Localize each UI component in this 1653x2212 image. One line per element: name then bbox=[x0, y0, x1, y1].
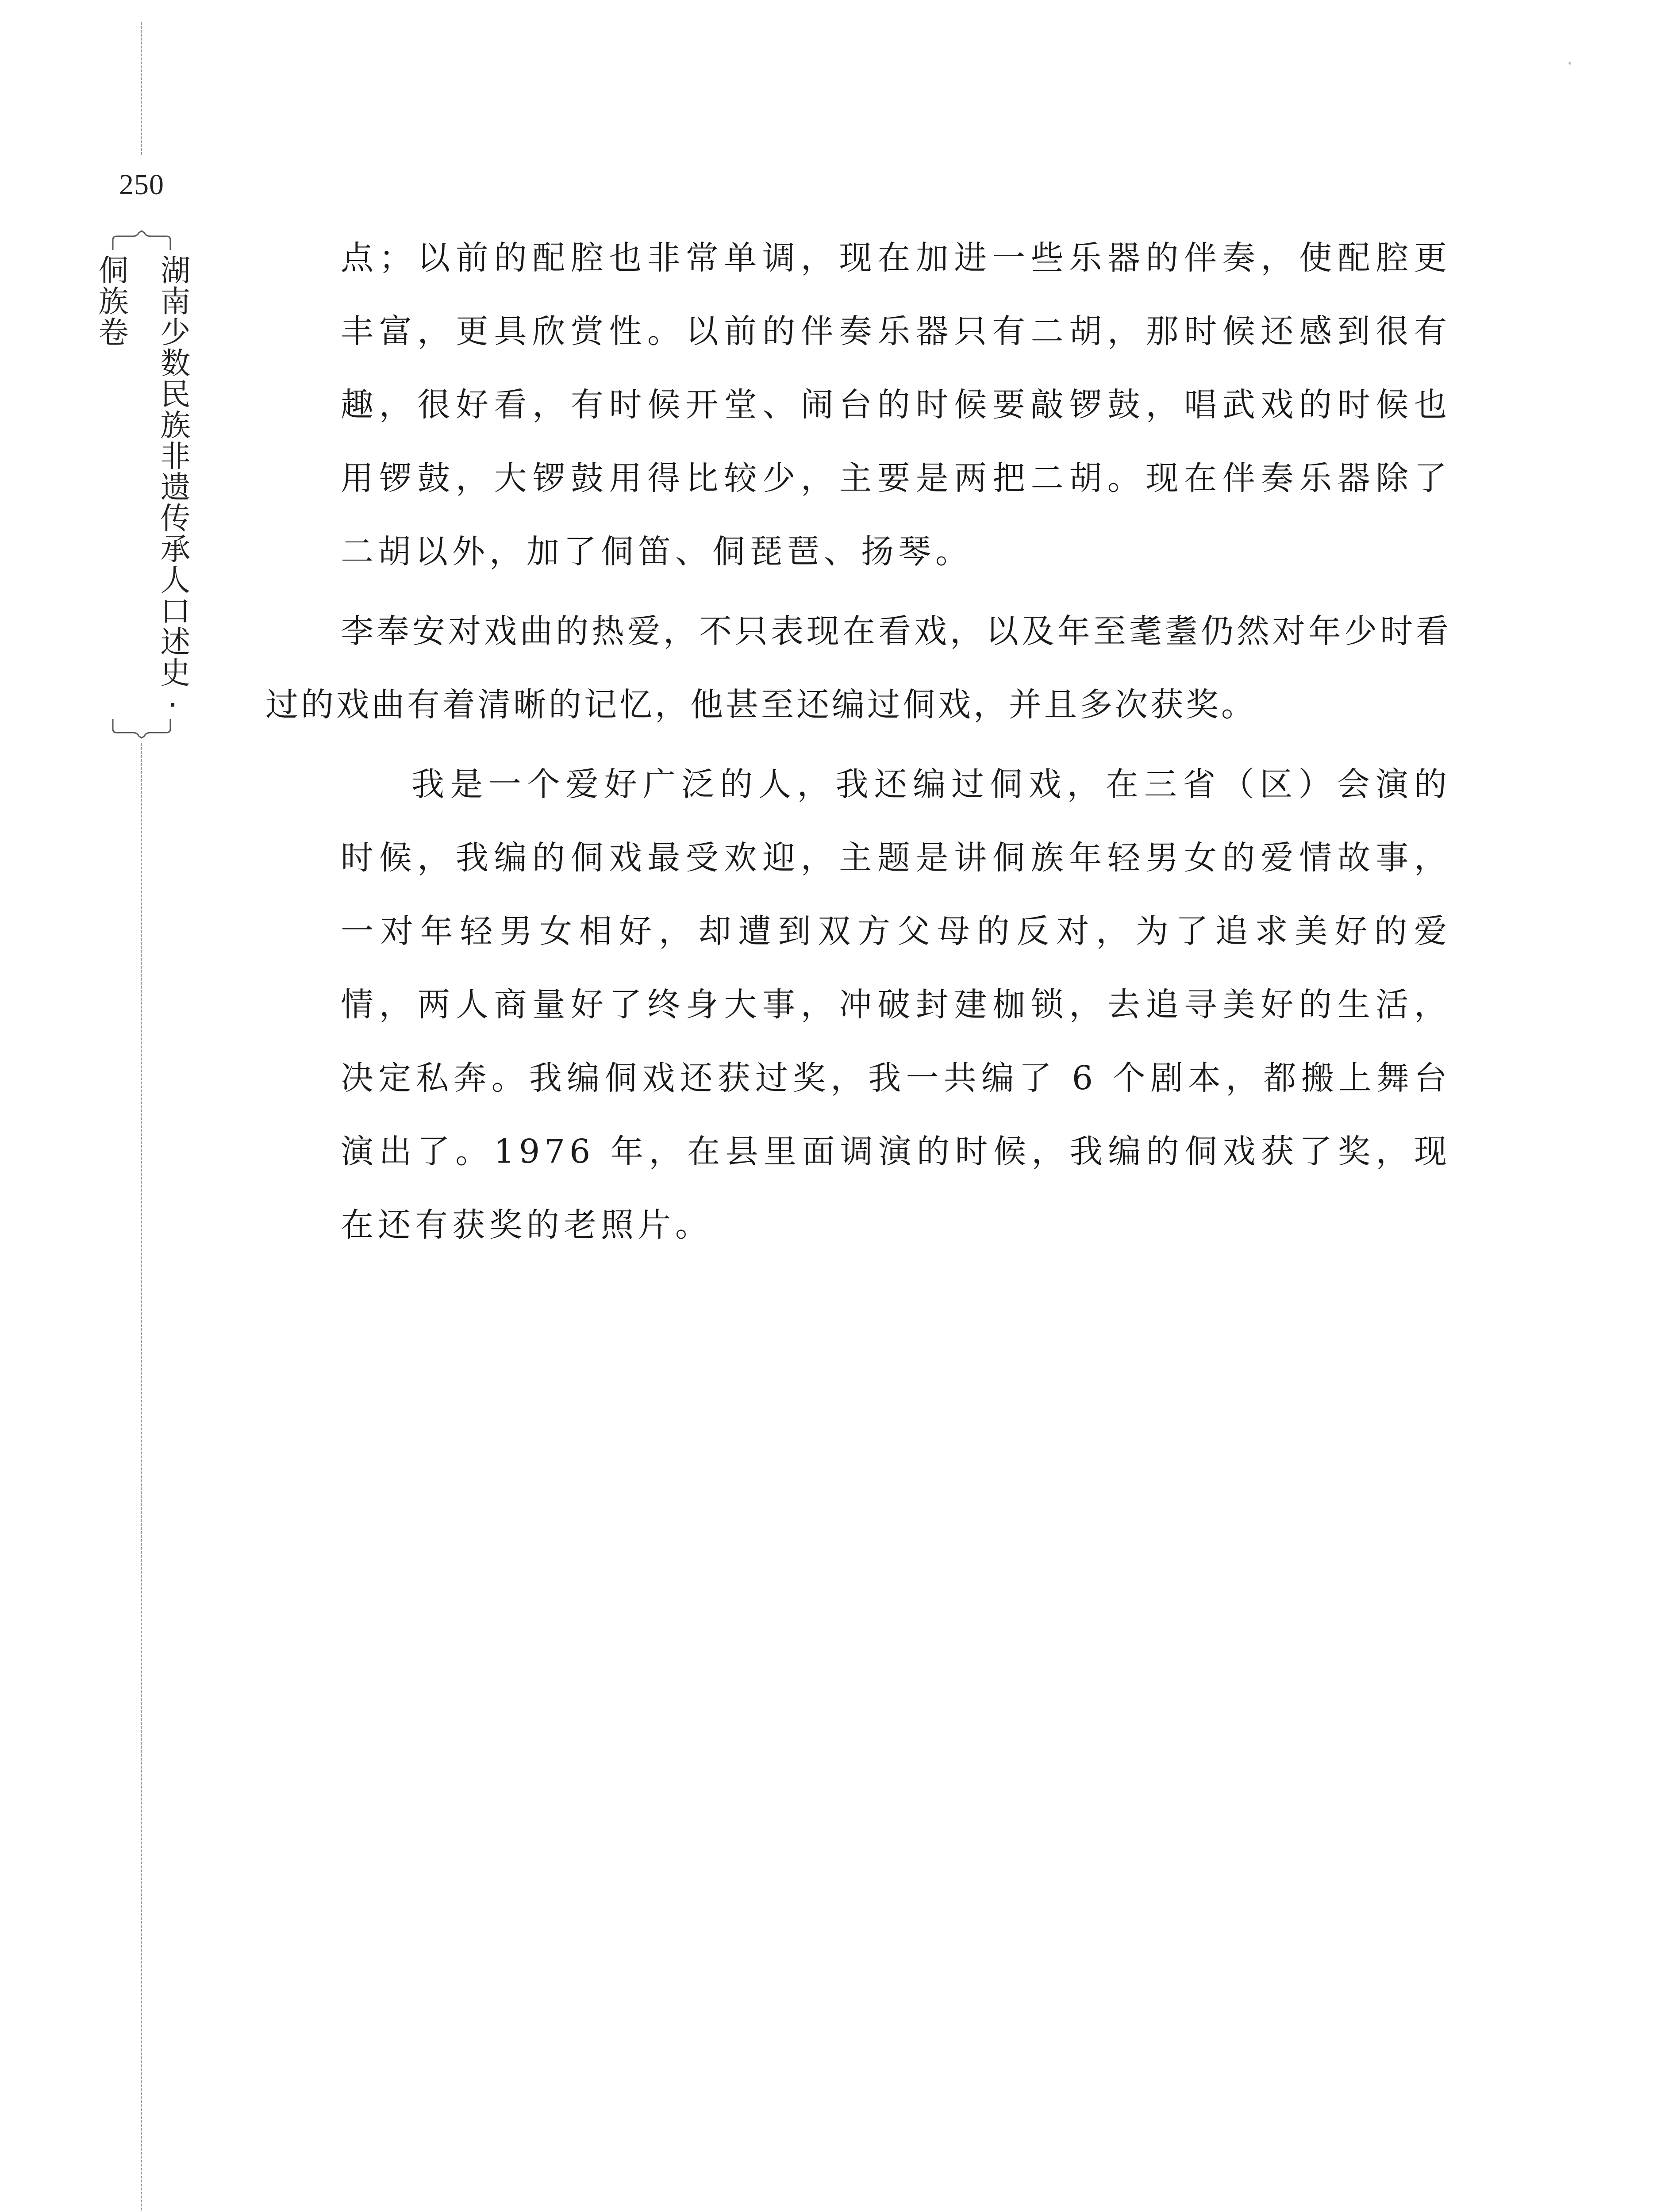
bracket-bottom-ornament bbox=[111, 717, 173, 739]
page-number: 250 bbox=[119, 169, 164, 201]
margin-dashed-line-top bbox=[141, 22, 142, 155]
quote-paragraph-1: 点；以前的配腔也非常单调，现在加进一些乐器的伴奏，使配腔更丰富，更具欣赏性。以前的伴奏乐器只有二胡，那时候还感到很有趣，很好看，有时候开堂、闹台的时候要敲锣鼓，唱武戏的时候也用锣鼓，大锣鼓用得比较少，主要是两把二胡。现在伴奏乐器除了二胡以外，加了侗笛、侗琵琶、扬琴。 bbox=[341, 239, 1451, 571]
scan-speck bbox=[1568, 62, 1571, 65]
narration-paragraph: 李奉安对戏曲的热爱，不只表现在看戏，以及年至耄耋仍然对年少时看过的戏曲有着清晰的记忆，他甚至还编过侗戏，并且多次获奖。 bbox=[265, 612, 1451, 724]
quote-paragraph-2: 我是一个爱好广泛的人，我还编过侗戏，在三省（区）会演的时候，我编的侗戏最受欢迎，主题是讲侗族年轻男女的爱情故事，一对年轻男女相好，却遭到双方父母的反对，为了追求美好的爱情，两人商量好了终身大事，冲破封建枷锁，去追寻美好的生活，决定私奔。我编侗戏还获过奖，我一共编了 6 个剧本，都搬上舞台演出了。1976 年，在县里面调演的时候，我编的侗戏获了奖，现在还有获奖的老照片。 bbox=[341, 765, 1451, 1244]
series-title: 湖南少数民族非遗传承人口述史·侗族卷 bbox=[93, 254, 190, 724]
bracket-top-ornament bbox=[111, 230, 173, 252]
page-body bbox=[265, 221, 1451, 1262]
margin-dashed-line-bottom bbox=[141, 743, 142, 2212]
series-title-box bbox=[93, 230, 190, 739]
